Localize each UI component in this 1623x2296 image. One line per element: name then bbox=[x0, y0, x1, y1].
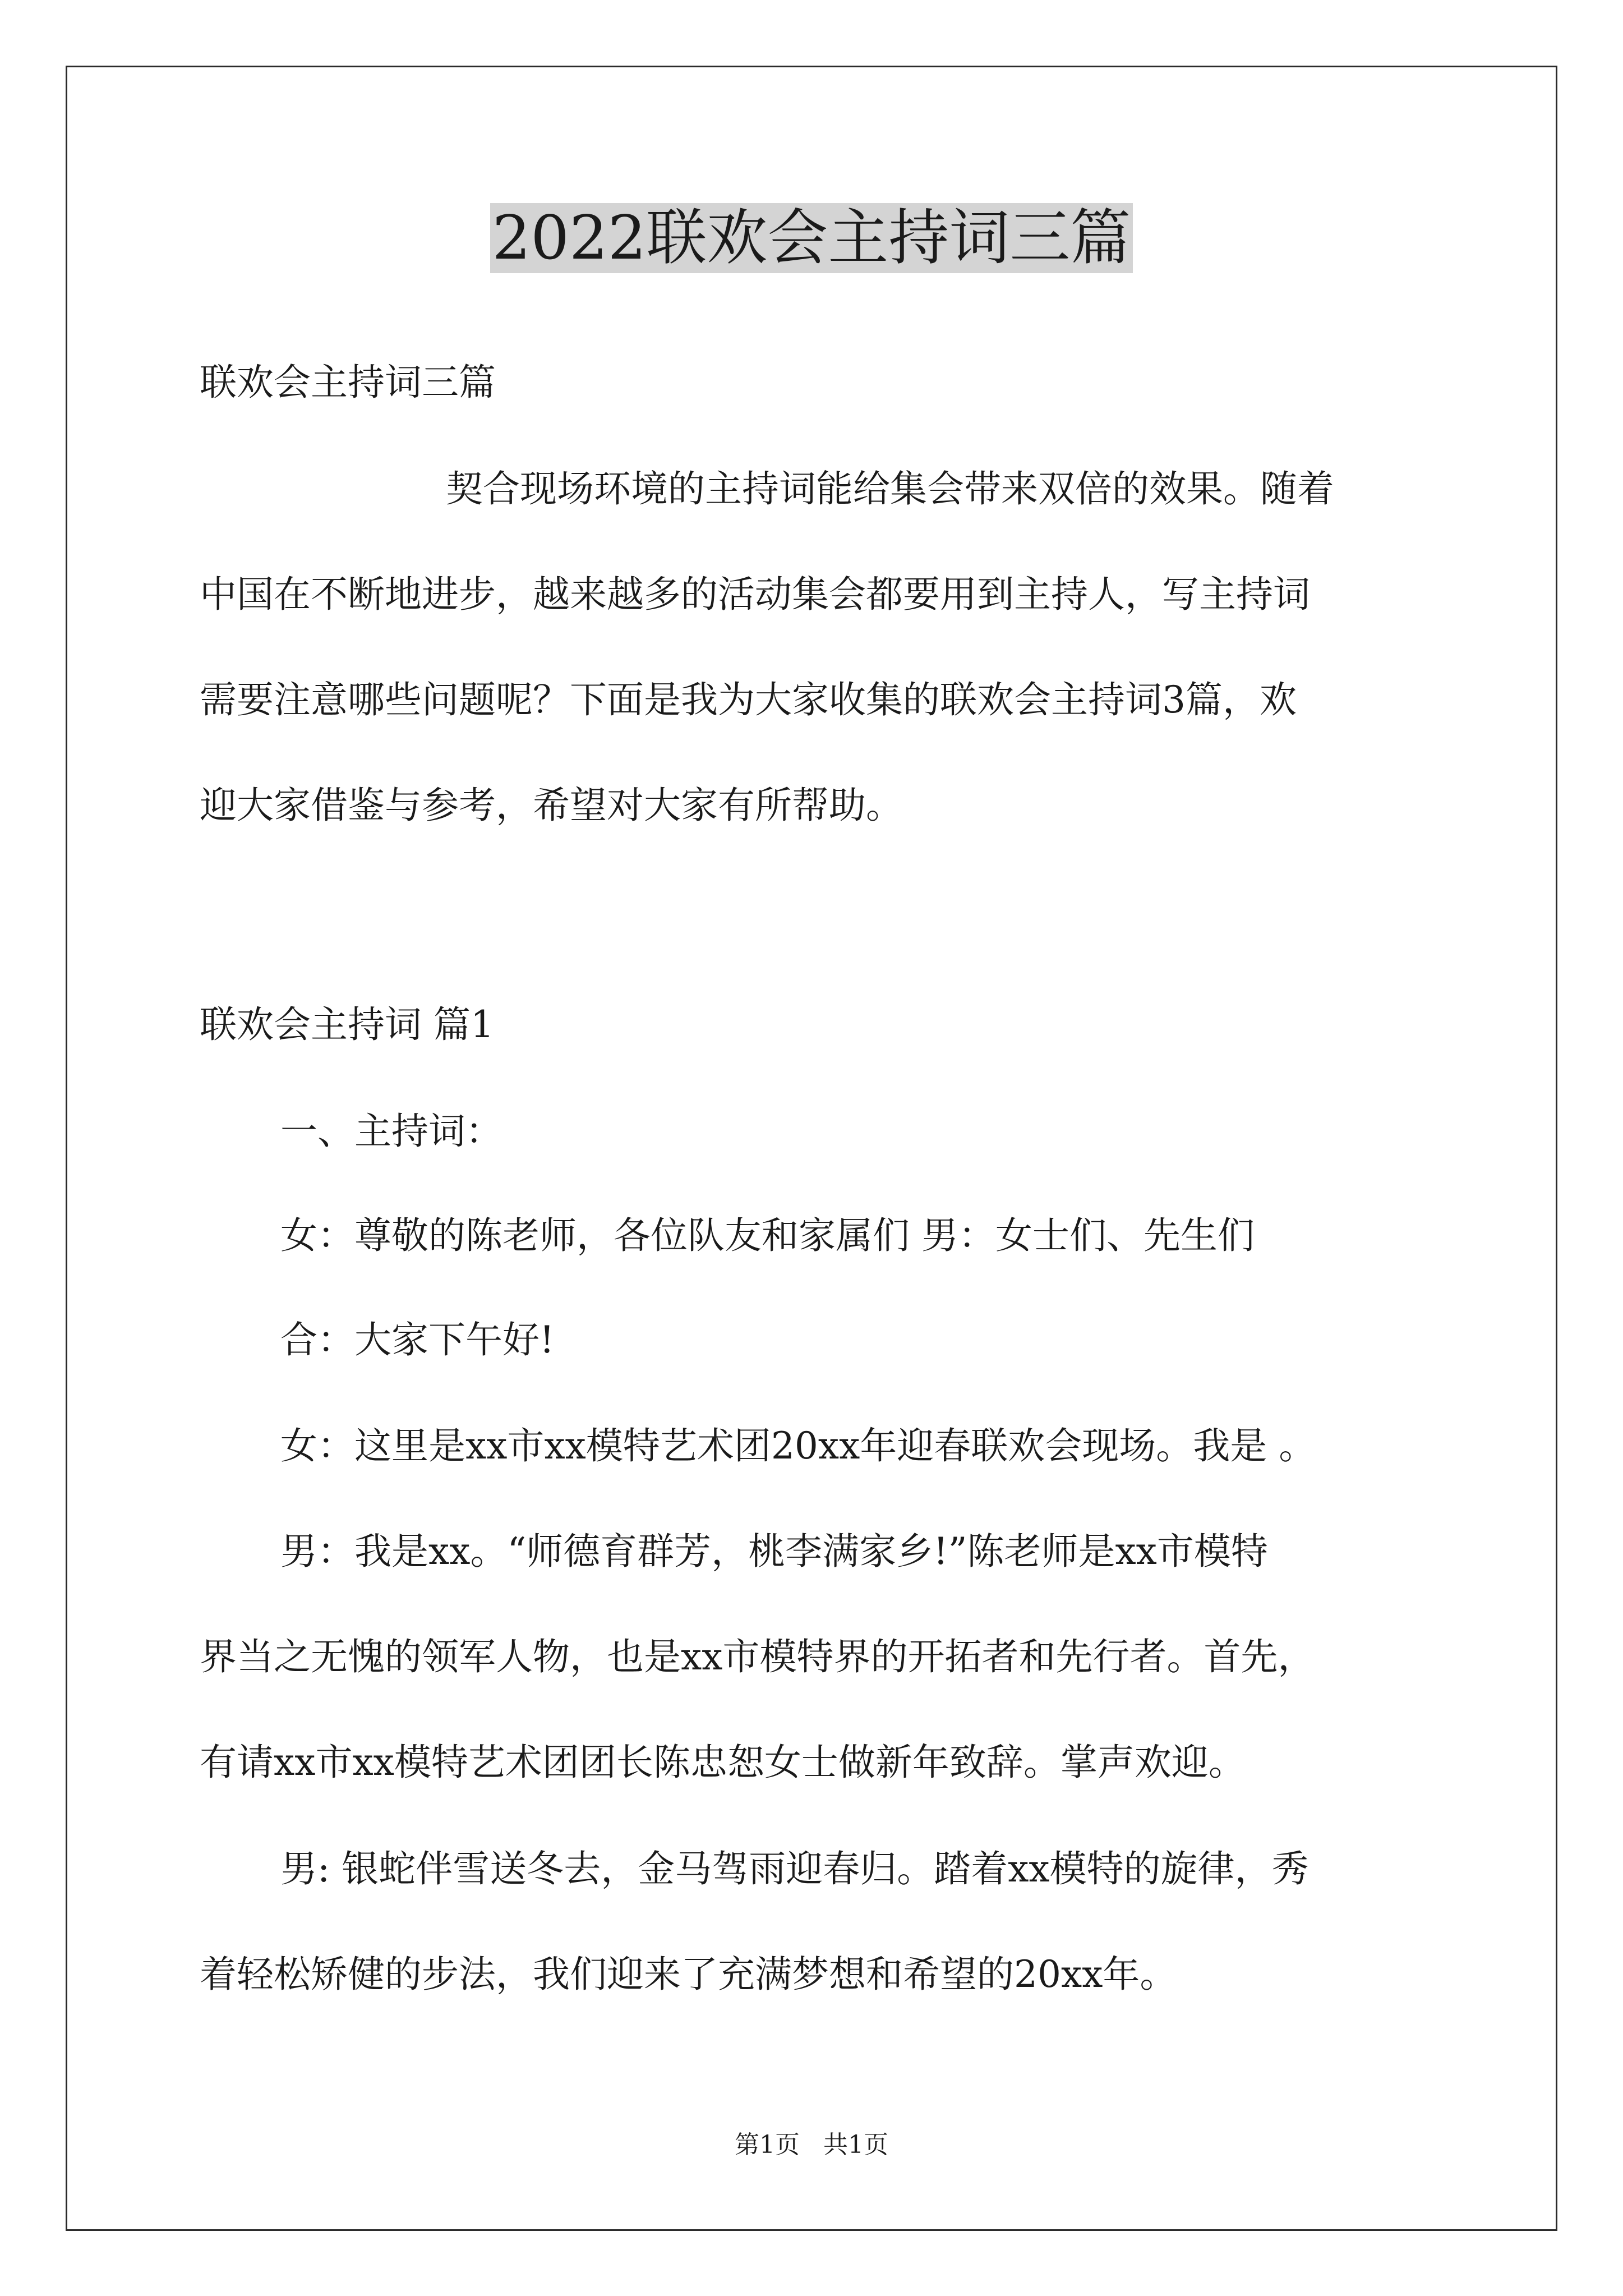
page-footer: 第1页 共1页 bbox=[735, 2131, 888, 2159]
document-subtitle: 联欢会主持词三篇 bbox=[200, 361, 496, 404]
intro-line-1: 契合现场环境的主持词能给集会带来双倍的效果。随着 bbox=[446, 467, 1334, 510]
body-line-4: 女：这里是xx市xx模特艺术团20xx年迎春联欢会现场。我是 。 bbox=[280, 1424, 1316, 1467]
body-line-3: 合：大家下午好! bbox=[280, 1318, 555, 1361]
body-line-1: 一、主持词： bbox=[280, 1110, 502, 1153]
document-title bbox=[0, 202, 1623, 275]
document-title-text: 2022联欢会主持词三篇 bbox=[490, 203, 1133, 273]
intro-line-3: 需要注意哪些问题呢？下面是我为大家收集的联欢会主持词3篇，欢 bbox=[200, 678, 1297, 721]
body-line-2: 女：尊敬的陈老师，各位队友和家属们 男：女士们、先生们 bbox=[280, 1214, 1255, 1257]
body-line-7: 有请xx市xx模特艺术团团长陈忠恕女士做新年致辞。掌声欢迎。 bbox=[200, 1741, 1246, 1784]
body-line-6: 界当之无愧的领军人物，也是xx市模特界的开拓者和先行者。首先， bbox=[200, 1635, 1315, 1678]
body-line-5: 男：我是xx。“师德育群芳，桃李满家乡!”陈老师是xx市模特 bbox=[280, 1530, 1268, 1573]
section-heading: 联欢会主持词 篇1 bbox=[200, 1003, 494, 1046]
intro-line-4: 迎大家借鉴与参考，希望对大家有所帮助。 bbox=[200, 784, 903, 827]
intro-line-2: 中国在不断地进步，越来越多的活动集会都要用到主持人，写主持词 bbox=[200, 573, 1310, 616]
body-line-8: 男: 银蛇伴雪送冬去，金马驾雨迎春归。踏着xx模特的旋律，秀 bbox=[280, 1847, 1309, 1890]
body-line-9: 着轻松矫健的步法，我们迎来了充满梦想和希望的20xx年。 bbox=[200, 1953, 1177, 1996]
